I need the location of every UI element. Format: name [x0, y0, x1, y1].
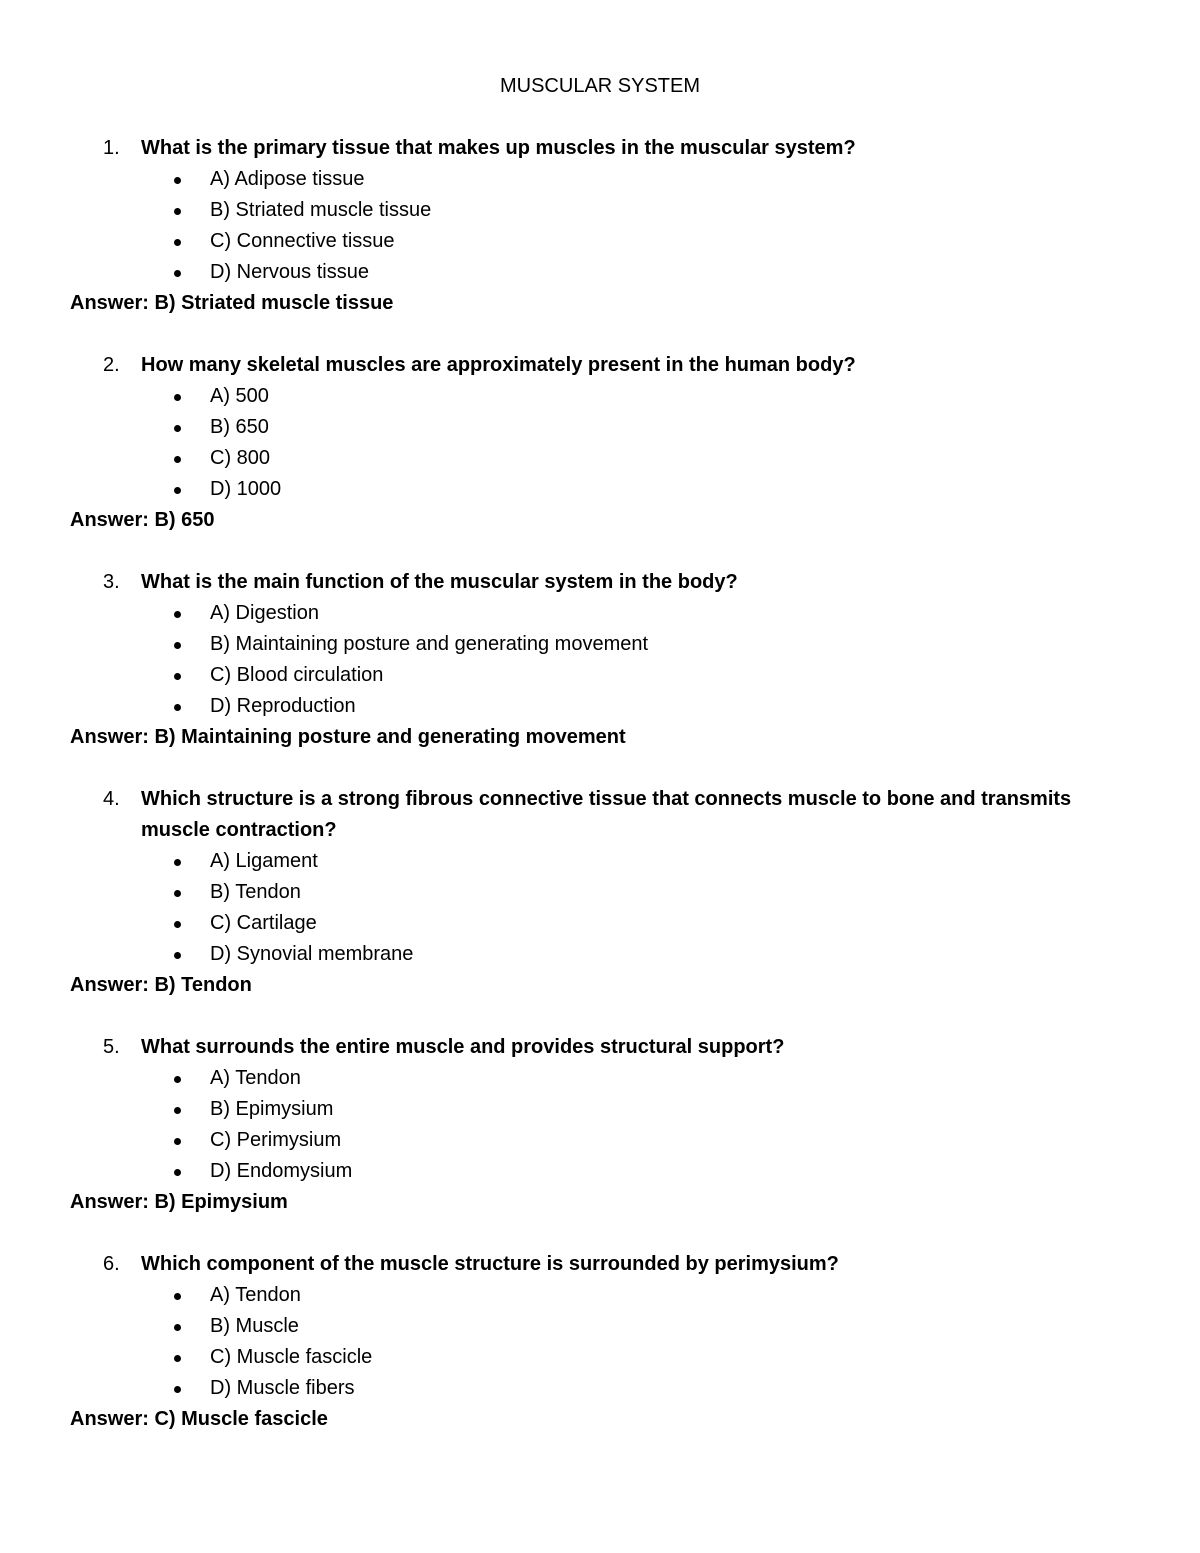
- option-text: B) Maintaining posture and generating movement: [210, 633, 649, 655]
- option-item: [172, 226, 1200, 257]
- answer-line: Answer: C) Muscle fascicle: [70, 1408, 328, 1430]
- question-text: How many skeletal muscles are approximately present in the human body?: [141, 354, 856, 376]
- option-text: C) Connective tissue: [210, 230, 395, 252]
- option-item: [172, 443, 1200, 474]
- bullet-icon: [172, 1125, 210, 1156]
- bullet-icon: [172, 877, 210, 908]
- option-text: C) Muscle fascicle: [210, 1346, 373, 1368]
- bullet-icon: [172, 1063, 210, 1094]
- option-text: D) Synovial membrane: [210, 943, 414, 965]
- question-row: [103, 784, 1093, 846]
- option-item: [172, 691, 1200, 722]
- bullet-icon: [172, 660, 210, 691]
- option-item: [172, 164, 1200, 195]
- option-item: [172, 412, 1200, 443]
- question-number: 6.: [103, 1253, 120, 1275]
- option-item: [172, 381, 1200, 412]
- question-row: [103, 350, 1093, 381]
- question-number: 3.: [103, 571, 120, 593]
- option-text: D) Endomysium: [210, 1160, 353, 1182]
- option-list: [172, 598, 1200, 722]
- option-text: D) Nervous tissue: [210, 261, 369, 283]
- option-text: A) Tendon: [210, 1284, 301, 1306]
- question-block: [0, 784, 1200, 1001]
- question-text: Which structure is a strong fibrous connective tissue that connects muscle to bone and transmits muscle contraction?: [141, 788, 1072, 841]
- question-text: Which component of the muscle structure is surrounded by perimysium?: [141, 1253, 839, 1275]
- option-item: [172, 195, 1200, 226]
- bullet-icon: [172, 1311, 210, 1342]
- question-row: [103, 133, 1093, 164]
- option-item: [172, 1342, 1200, 1373]
- question-text: What is the primary tissue that makes up muscles in the muscular system?: [141, 137, 856, 159]
- bullet-icon: [172, 412, 210, 443]
- option-text: C) Perimysium: [210, 1129, 342, 1151]
- option-item: [172, 1094, 1200, 1125]
- answer-line: Answer: B) 650: [70, 509, 215, 531]
- option-text: D) Reproduction: [210, 695, 356, 717]
- option-text: D) Muscle fibers: [210, 1377, 355, 1399]
- option-item: [172, 1373, 1200, 1404]
- option-text: D) 1000: [210, 478, 282, 500]
- question-block: [0, 133, 1200, 319]
- option-text: A) Digestion: [210, 602, 319, 624]
- option-item: [172, 1156, 1200, 1187]
- option-text: A) Ligament: [210, 850, 318, 872]
- option-list: [172, 846, 1200, 970]
- option-text: B) Muscle: [210, 1315, 299, 1337]
- question-row: [103, 1032, 1093, 1063]
- question-list: [0, 133, 1200, 1466]
- bullet-icon: [172, 1373, 210, 1404]
- option-item: [172, 660, 1200, 691]
- option-item: [172, 1063, 1200, 1094]
- question-number: 1.: [103, 137, 120, 159]
- option-text: B) Striated muscle tissue: [210, 199, 432, 221]
- option-text: C) Cartilage: [210, 912, 317, 934]
- option-list: [172, 1280, 1200, 1404]
- bullet-icon: [172, 164, 210, 195]
- bullet-icon: [172, 908, 210, 939]
- bullet-icon: [172, 1156, 210, 1187]
- answer-line: Answer: B) Epimysium: [70, 1191, 288, 1213]
- question-number: 5.: [103, 1036, 120, 1058]
- bullet-icon: [172, 381, 210, 412]
- bullet-icon: [172, 257, 210, 288]
- question-number: 4.: [103, 788, 120, 810]
- bullet-icon: [172, 474, 210, 505]
- option-text: A) 500: [210, 385, 269, 407]
- option-list: [172, 164, 1200, 288]
- question-block: [0, 567, 1200, 753]
- option-text: C) 800: [210, 447, 271, 469]
- bullet-icon: [172, 1342, 210, 1373]
- bullet-icon: [172, 226, 210, 257]
- question-block: [0, 1032, 1200, 1218]
- option-item: [172, 474, 1200, 505]
- question-block: [0, 350, 1200, 536]
- option-item: [172, 877, 1200, 908]
- option-item: [172, 257, 1200, 288]
- option-text: A) Adipose tissue: [210, 168, 365, 190]
- option-item: [172, 1125, 1200, 1156]
- option-item: [172, 598, 1200, 629]
- bullet-icon: [172, 443, 210, 474]
- answer-line: Answer: B) Striated muscle tissue: [70, 292, 394, 314]
- bullet-icon: [172, 1280, 210, 1311]
- option-item: [172, 1280, 1200, 1311]
- option-text: B) 650: [210, 416, 269, 438]
- answer-line: Answer: B) Maintaining posture and generating movement: [70, 726, 626, 748]
- question-row: [103, 567, 1093, 598]
- option-item: [172, 1311, 1200, 1342]
- question-block: [0, 1249, 1200, 1435]
- option-text: B) Tendon: [210, 881, 301, 903]
- bullet-icon: [172, 629, 210, 660]
- answer-line: Answer: B) Tendon: [70, 974, 252, 996]
- question-text: What surrounds the entire muscle and provides structural support?: [141, 1036, 785, 1058]
- option-item: [172, 939, 1200, 970]
- bullet-icon: [172, 195, 210, 226]
- question-row: [103, 1249, 1093, 1280]
- option-item: [172, 908, 1200, 939]
- option-text: A) Tendon: [210, 1067, 301, 1089]
- bullet-icon: [172, 939, 210, 970]
- bullet-icon: [172, 598, 210, 629]
- option-text: C) Blood circulation: [210, 664, 384, 686]
- question-text: What is the main function of the muscular system in the body?: [141, 571, 738, 593]
- question-number: 2.: [103, 354, 120, 376]
- bullet-icon: [172, 846, 210, 877]
- option-list: [172, 1063, 1200, 1187]
- bullet-icon: [172, 1094, 210, 1125]
- option-item: [172, 629, 1200, 660]
- option-item: [172, 846, 1200, 877]
- page-title: MUSCULAR SYSTEM: [499, 75, 701, 97]
- option-list: [172, 381, 1200, 505]
- option-text: B) Epimysium: [210, 1098, 334, 1120]
- bullet-icon: [172, 691, 210, 722]
